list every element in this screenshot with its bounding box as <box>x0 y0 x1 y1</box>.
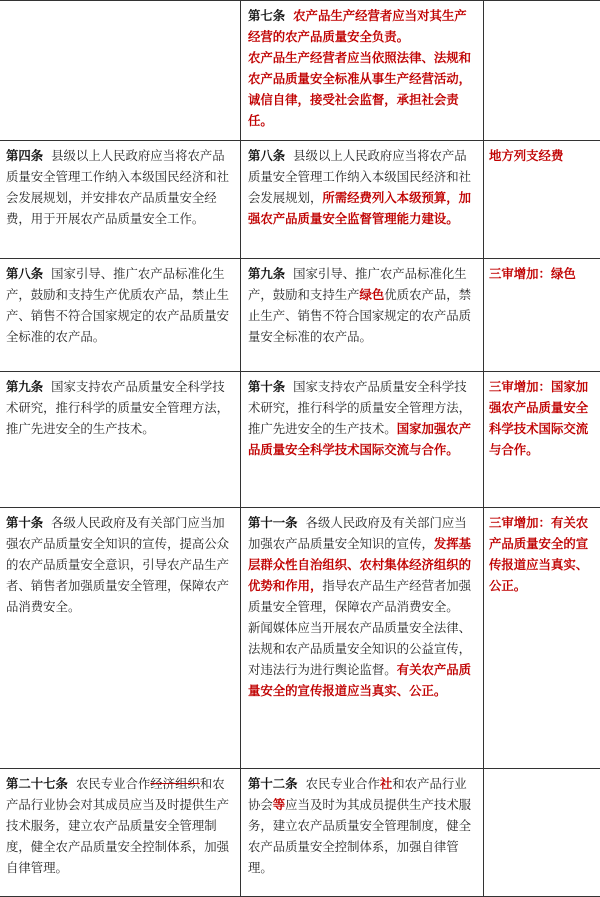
revision-note: 三审增加：有关农产品质量安全的宣传报道应当真实、公正。 <box>489 515 589 593</box>
revision-note: 三审增加：绿色 <box>489 266 576 281</box>
paragraph <box>6 512 235 617</box>
paragraph <box>248 145 478 229</box>
note-cell <box>484 141 600 258</box>
amended-text: 所需经费列入本级预算，加强农产品质量安全监督管理能力建设。 <box>248 190 472 226</box>
old-text-cell <box>0 259 241 371</box>
note-cell <box>484 372 600 507</box>
new-text-cell <box>241 769 484 896</box>
article-number: 第九条 <box>248 266 286 281</box>
article-number: 第十条 <box>248 379 286 394</box>
article-number: 第二十七条 <box>6 776 68 791</box>
paragraph <box>248 376 478 460</box>
revision-note: 三审增加：国家加强农产品质量安全科学技术国际交流与合作。 <box>489 379 589 457</box>
new-text-cell <box>241 508 484 768</box>
article-number: 第八条 <box>248 148 286 163</box>
clause-text: 农民专业合作 <box>75 776 151 791</box>
old-text-cell <box>0 372 241 507</box>
paragraph <box>248 47 478 131</box>
old-text-cell <box>0 1 241 140</box>
amended-text: 农产品生产经营者应当对其生产经营的农产品质量安全负责。 <box>248 8 467 44</box>
revision-note: 地方列支经费 <box>489 148 564 163</box>
clause-text: 指导农产品生产经营者加强质量安全管理，保障农产品消费安全。 <box>248 578 472 614</box>
clause-text: 国家支持农产品质量安全科学技术研究，推行科学的质量安全管理方法，推广先进安全的生产技术。 <box>248 379 472 436</box>
old-text-cell <box>0 508 241 768</box>
clause-text: 国家支持农产品质量安全科学技术研究，推行科学的质量安全管理方法，推广先进安全的生产技术。 <box>6 379 230 436</box>
article-number: 第十二条 <box>248 776 298 791</box>
amended-text: 国家加强农产品质量安全科学技术国际交流与合作。 <box>248 421 472 457</box>
new-text-cell <box>241 259 484 371</box>
note-cell <box>484 508 600 768</box>
article-number: 第九条 <box>6 379 44 394</box>
amended-text: 等 <box>272 797 286 812</box>
paragraph <box>6 263 235 347</box>
note-cell <box>484 769 600 896</box>
amended-text: 农产品生产经营者应当依照法律、法规和农产品质量安全标准从事生产经营活动，诚信自律，接受社会监督，承担社会责任。 <box>248 50 472 128</box>
clause-text: 国家引导、推广农产品标准化生产，鼓励和支持生产 <box>248 266 467 302</box>
paragraph <box>248 617 478 701</box>
article-number: 第七条 <box>248 8 286 23</box>
note-cell <box>484 1 600 140</box>
article-number: 第十一条 <box>248 515 298 530</box>
clause-text: 和农产品行业协会 <box>248 776 467 812</box>
table-row <box>0 508 600 769</box>
paragraph <box>248 773 478 878</box>
old-text-cell <box>0 769 241 896</box>
clause-text: 和农产品行业协会对其成员应当及时提供生产技术服务，建立农产品质量安全管理制度，健全农产品质量安全控制体系，加强自律管理。 <box>6 776 230 875</box>
amended-text: 发挥基层群众性自治组织、农村集体经济组织的优势和作用， <box>248 536 472 593</box>
clause-text: 各级人民政府及有关部门应当加强农产品质量安全知识的宣传，提高公众的农产品质量安全意识，引导农产品生产者、销售者加强质量安全管理，保障农产品消费安全。 <box>6 515 230 614</box>
article-number: 第八条 <box>6 266 44 281</box>
clause-text: 各级人民政府及有关部门应当加强农产品质量安全知识的宣传， <box>248 515 467 551</box>
new-text-cell <box>241 372 484 507</box>
clause-text: 优质农产品，禁止生产、销售不符合国家规定的农产品质量安全标准的农产品。 <box>248 287 472 344</box>
amended-text: 社 <box>379 776 393 791</box>
article-number: 第四条 <box>6 148 44 163</box>
paragraph <box>6 376 235 439</box>
new-text-cell <box>241 1 484 140</box>
old-text-cell <box>0 141 241 258</box>
paragraph <box>6 773 235 878</box>
table-row <box>0 141 600 259</box>
paragraph <box>6 145 235 229</box>
table-row <box>0 769 600 897</box>
clause-text: 新闻媒体应当开展农产品质量安全法律、法规和农产品质量安全知识的公益宣传，对违法行为进行舆论监督。 <box>248 620 472 677</box>
paragraph <box>248 5 478 47</box>
article-number: 第十条 <box>6 515 44 530</box>
clause-text: 农民专业合作 <box>305 776 380 791</box>
clause-text: 应当及时为其成员提供生产技术服务，建立农产品质量安全管理制度，健全农产品质量安全控制体系，加强自律管理。 <box>248 797 472 875</box>
note-cell <box>484 259 600 371</box>
clause-text: 国家引导、推广农产品标准化生产，鼓励和支持生产优质农产品，禁止生产、销售不符合国家规定的农产品质量安全标准的农产品。 <box>6 266 230 344</box>
clause-text: 经济组织 <box>150 776 200 791</box>
paragraph <box>248 512 478 617</box>
amended-text: 绿色 <box>359 287 385 302</box>
clause-text: 县级以上人民政府应当将农产品质量安全管理工作纳入本级国民经济和社会发展规划，并安排农产品质量安全经费，用于开展农产品质量安全工作。 <box>6 148 230 226</box>
clause-text: 县级以上人民政府应当将农产品质量安全管理工作纳入本级国民经济和社会发展规划， <box>248 148 472 205</box>
amended-text: 有关农产品质量安全的宣传报道应当真实、公正。 <box>248 662 472 698</box>
table-row <box>0 1 600 141</box>
table-row <box>0 372 600 508</box>
table-row <box>0 259 600 372</box>
paragraph <box>248 263 478 347</box>
new-text-cell <box>241 141 484 258</box>
